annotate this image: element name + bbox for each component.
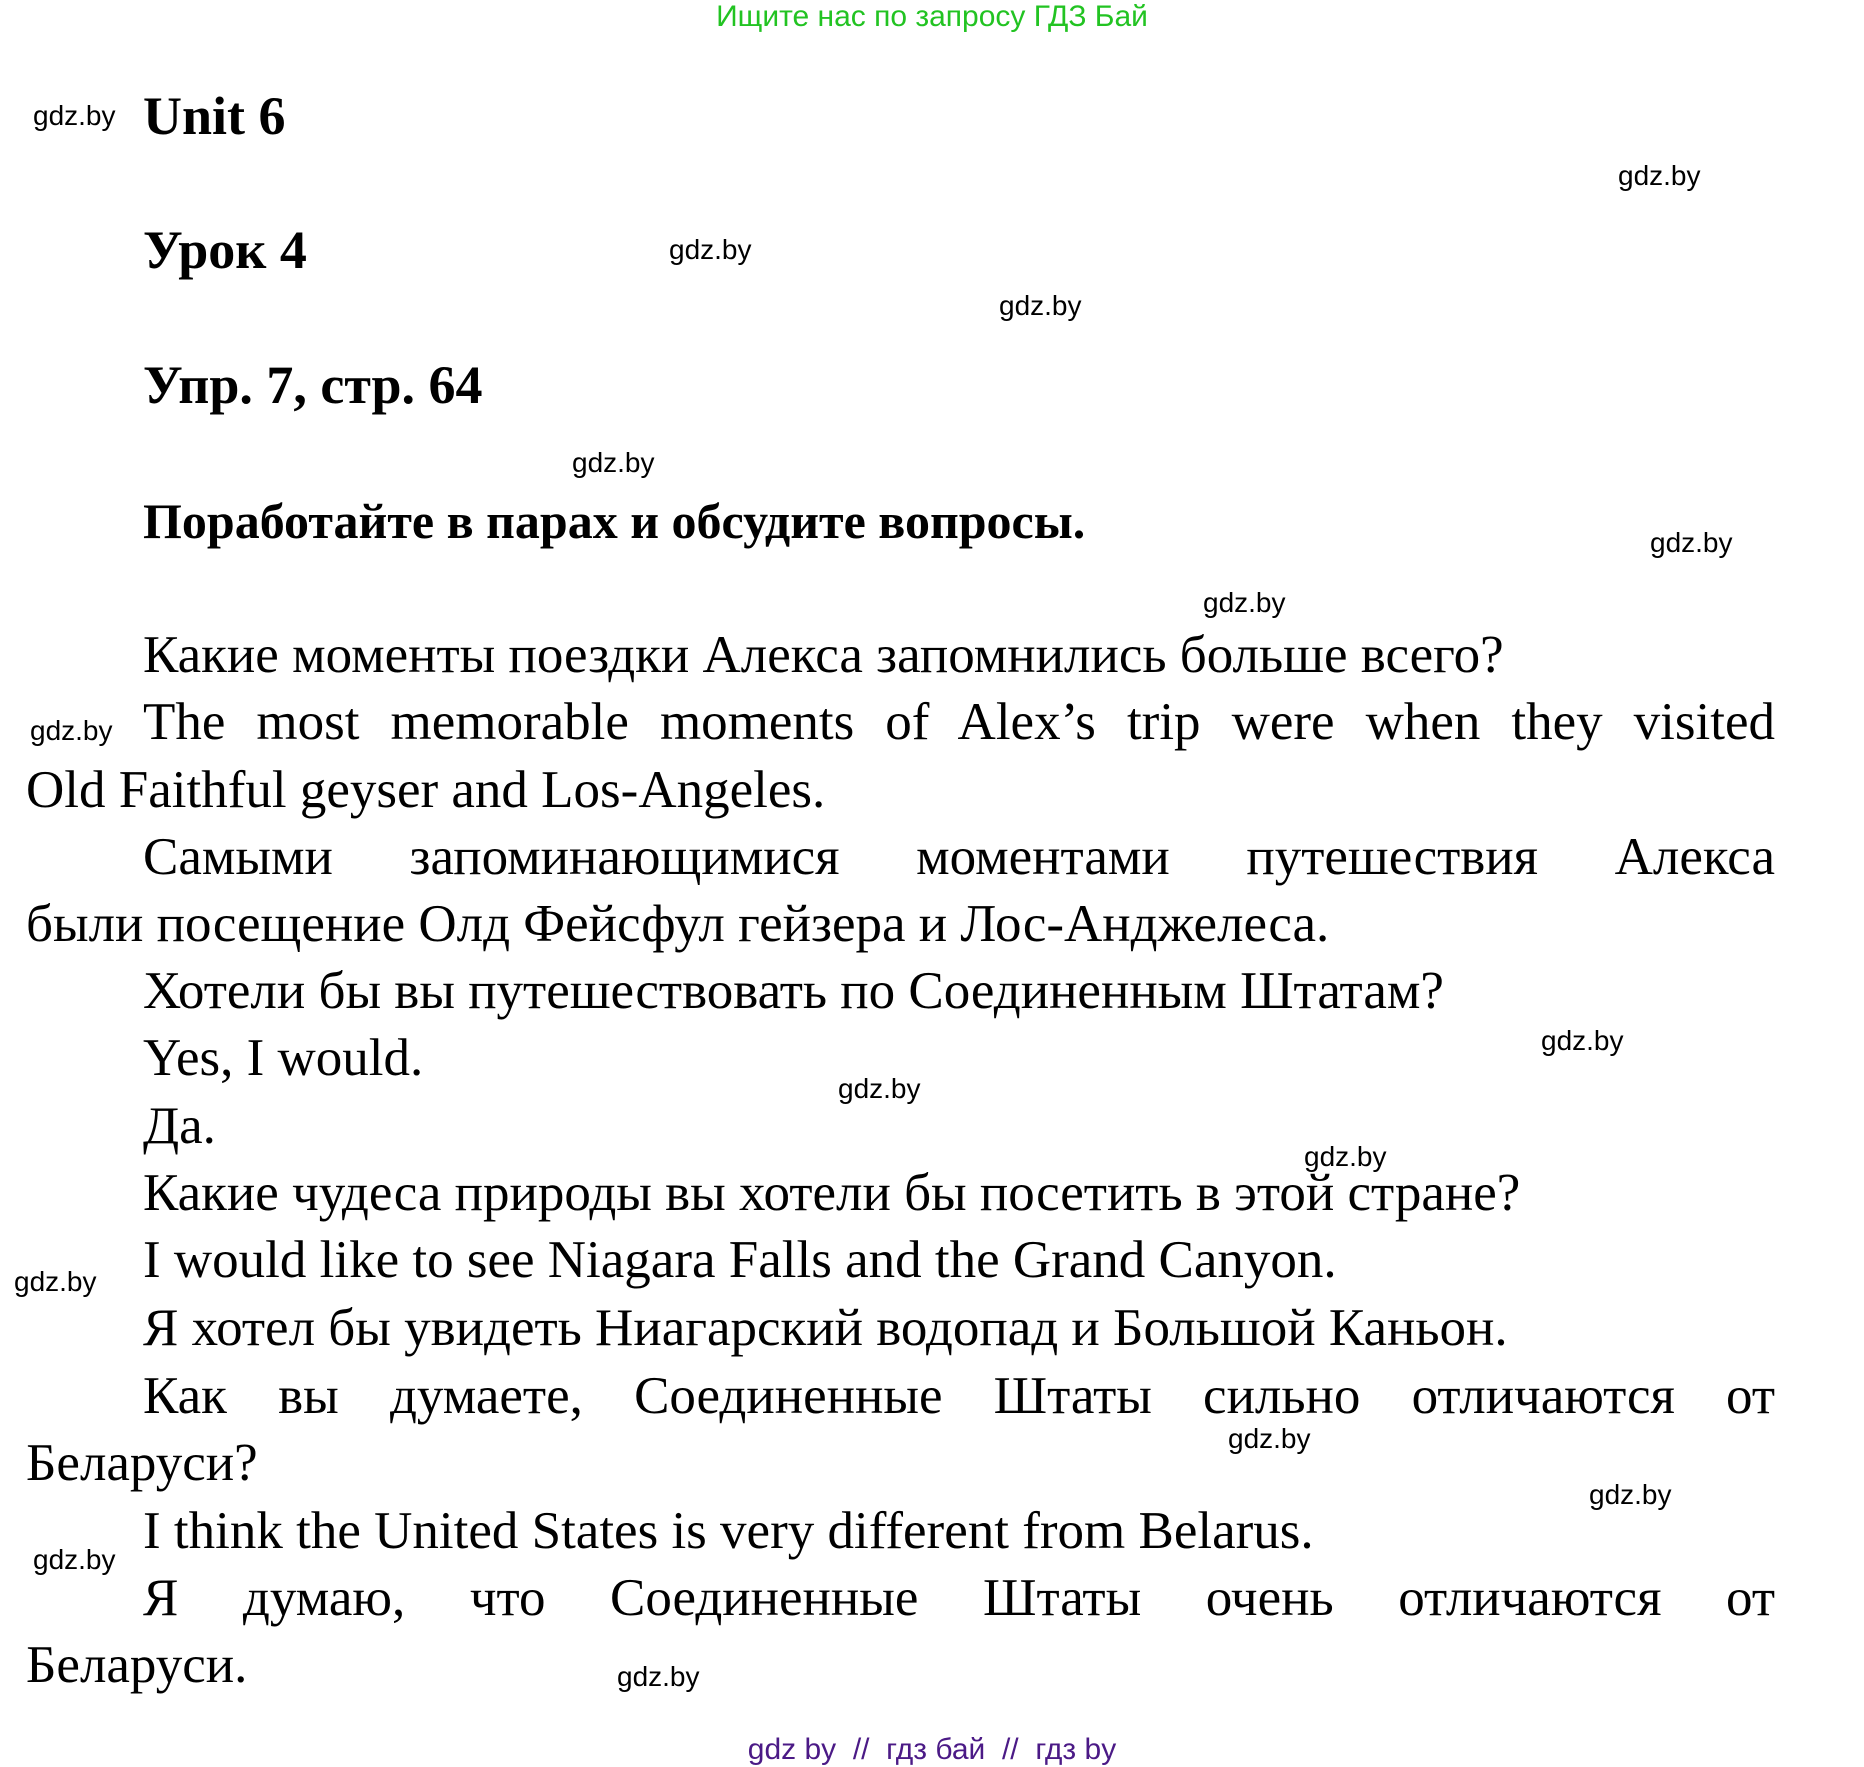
translation-line: Беларуси. [26,1636,248,1694]
question-line: Хотели бы вы путешествовать по Соединенным Штатам? [143,962,1444,1020]
task-heading: Поработайте в парах и обсудите вопросы. [143,493,1086,549]
watermark: gdz.by [617,1661,700,1692]
answer-line: I think the United States is very different from Belarus. [143,1502,1314,1560]
question-line: Какие моменты поездки Алекса запомнились больше всего? [143,626,1504,684]
watermark: gdz.by [572,447,655,478]
exercise-heading: Упр. 7, стр. 64 [143,355,483,415]
translation-line: Самыми запоминающимися моментами путешествия Алекса [143,828,1775,886]
question-line: Как вы думаете, Соединенные Штаты сильно отличаются от [143,1367,1775,1425]
watermark: gdz.by [999,290,1082,321]
watermark: gdz.by [1304,1141,1387,1172]
unit-heading: Unit 6 [143,86,286,146]
question-line: Какие чудеса природы вы хотели бы посетить в этой стране? [143,1164,1521,1222]
answer-line: I would like to see Niagara Falls and the Grand Canyon. [143,1231,1337,1289]
translation-line: были посещение Олд Фейсфул гейзера и Лос-Анджелеса. [26,895,1330,953]
watermark: gdz.by [838,1073,921,1104]
watermark: gdz.by [1650,527,1733,558]
lesson-heading: Урок 4 [143,220,307,280]
footer-links: gdz by // гдз бай // гдз by [747,1733,1117,1766]
answer-line: Old Faithful geyser and Los-Angeles. [26,761,826,819]
watermark: gdz.by [33,1544,116,1575]
question-line: Беларуси? [26,1434,258,1492]
translation-line: Я хотел бы увидеть Ниагарский водопад и Большой Каньон. [143,1299,1508,1357]
watermark: gdz.by [1589,1479,1672,1510]
watermark: gdz.by [669,234,752,265]
answer-line: The most memorable moments of Alex’s trip were when they visited [143,693,1775,751]
translation-line: Я думаю, что Соединенные Штаты очень отличаются от [143,1569,1775,1627]
watermark: gdz.by [1228,1423,1311,1454]
watermark: gdz.by [1541,1025,1624,1056]
watermark: gdz.by [14,1266,97,1297]
translation-line: Да. [143,1097,216,1155]
watermark: gdz.by [1618,160,1701,191]
watermark: gdz.by [33,100,116,131]
watermark: gdz.by [1203,587,1286,618]
answer-line: Yes, I would. [143,1029,424,1087]
search-banner: Ищите нас по запросу ГДЗ Бай [716,0,1148,33]
watermark: gdz.by [30,715,113,746]
